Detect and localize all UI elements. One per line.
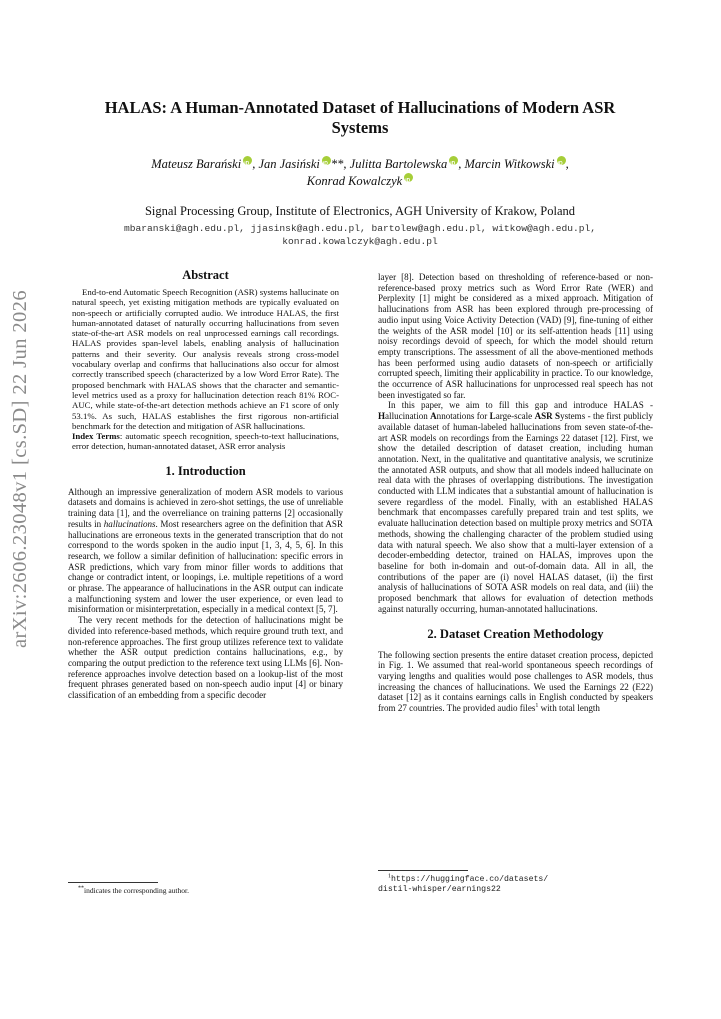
- left-column: [68, 268, 343, 701]
- orcid-icon[interactable]: [404, 173, 413, 182]
- index-terms-label: Index Terms: [72, 431, 120, 442]
- email-line: mbaranski@agh.edu.pl, jjasinsk@agh.edu.pl, bartolew@agh.edu.pl, witkow@agh.edu.pl,: [123, 223, 597, 234]
- footnote-marker[interactable]: 1: [535, 703, 539, 709]
- orcid-icon[interactable]: [557, 156, 566, 165]
- section2-paragraph-1: [378, 650, 653, 714]
- intro-paragraph-4: [378, 400, 653, 614]
- footnote-text: [378, 874, 653, 885]
- paper-title: HALAS: A Human-Annotated Dataset of Hallucinations of Modern ASR Systems: [104, 98, 616, 137]
- section-heading-introduction: 1. Introduction: [165, 463, 246, 478]
- email-line: konrad.kowalczyk@agh.edu.pl: [282, 236, 438, 247]
- corresponding-author-mark: **: [330, 157, 344, 171]
- text-run: . Most researchers agree on the definition that ASR hallucinations are erroneous texts in the generated transcription that do not correspond to the words spoken in the audio input [1, 3, 4, 5, 6]. In this research, we follow a similar definition of hallucination: specific errors in ASR predictions, which vary from minor filler words to additions that change or contradict intent, or loopings, i.e. multiple repetitions of a word or phrase. The appearance of hallucinations in the ASR output can indicate a malfunctioning system and lower the user experience, or even lead to misinformation or misinterpretation, especially in a medical context [5, 7].: [68, 518, 343, 615]
- text-run: The following section presents the entire dataset creation process, depicted in Fig. 1. We assumed that real-world spontaneous speech recordings of varying lengths and qualities would pose challenges to ASR models, thus increasing the chances of hallucinations. We used the Earnings 22 (E22) dataset [12] as it contains earnings calls in English conducted by speakers from 27 countries. The provided audio files: [378, 649, 653, 714]
- footnote-corresponding-author: [68, 882, 343, 895]
- footnote-rule: [68, 882, 158, 883]
- footnote-mark: **: [78, 885, 84, 892]
- text-run: allucination: [385, 411, 431, 422]
- intro-paragraph-1: [68, 487, 343, 615]
- author-name: Julitta Bartolewska: [349, 157, 448, 171]
- author-name: Mateusz Barański: [151, 157, 242, 171]
- arxiv-identifier-stamp: arXiv:2606.23048v1 [cs.SD] 22 Jun 2026: [9, 290, 31, 648]
- acronym-letter: H: [378, 411, 386, 422]
- acronym-letter: ASR S: [534, 411, 561, 422]
- text-run: with total length: [538, 703, 600, 714]
- text-run: In this paper, we aim to fill this gap and introduce HALAS -: [388, 400, 653, 411]
- footnote-link[interactable]: https://huggingface.co/datasets/: [391, 875, 549, 884]
- footnote-dataset-url: [378, 870, 653, 895]
- footnote-body: indicates the corresponding author.: [84, 886, 189, 895]
- orcid-icon[interactable]: [449, 156, 458, 165]
- author-list: Mateusz BarańskiiD , Jan JasińskiiD **, Julitta BartolewskaiD , Marcin WitkowskiiD , Konrad KowalczykiD: [95, 156, 625, 190]
- orcid-icon[interactable]: [243, 156, 252, 165]
- author-name: Jan Jasiński: [258, 157, 320, 171]
- author-name: Marcin Witkowski: [464, 157, 555, 171]
- intro-paragraph-2: The very recent methods for the detection of hallucinations might be divided into reference-based methods, which require ground truth text, and non-reference approaches. The first group utilizes reference text to validate whether the ASR output prediction contains hallucinations, e.g., by comparing the output prediction to the reference text using LLMs [6]. Non-reference approaches involve detection based on a lookup-list of the most frequent phrases generated based on non-speech audio input [4] or binary classification of an embedding from a specific decoder: [68, 615, 343, 701]
- footnote-rule: [378, 870, 468, 871]
- section-heading-dataset-creation: 2. Dataset Creation Methodology: [427, 626, 604, 641]
- acronym-letter: L: [489, 411, 496, 422]
- text-run: ystems - the first publicly available dataset of human-labeled hallucinations from seven state-of-the-art ASR models on recordings from the Earnings 22 dataset [12]. First, we show the detailed description of dataset creation, including human annotation. Next, in the qualitative and quantitative analysis, we scrutinize the annotated ASR outputs, and show that all models indeed hallucinate on real data with the phrases of overlapping distributions. The investigation conducted with LLM indicates that a substantial amount of hallucination is severe regardless of the model. Finally, with an established HALAS benchmark that encompasses carefully prepared train and test splits, we evaluate hallucination detection based on multiple proxy metrics and SOTA methods, showing the challenging character of the problem studied using data with natural speech. We also show that a multi-layer extension of a decoder-embedding detector, trained on HALAS, improves upon the baseline for both in-domain and out-of-domain data. All in all, the contributions of the paper are (i) novel HALAS dataset, (ii) the first analysis of hallucinations of SOTA ASR models on real data, and (iii) the proposed benchmark that allows for evaluation of detection methods against naturally occurring, human-annotated hallucinations.: [378, 411, 653, 614]
- footnote-mark: 1: [388, 873, 391, 880]
- intro-paragraph-3: layer [8]. Detection based on thresholding of reference-based or non-reference-based proxy metrics such as Word Error Rate (WER) and Perplexity [1] might be considered as a mixed approach. Mitigation of hallucinations from ASR has been explored through pre-processing of audio input using Voice Activity Detection (VAD) [9], fine-tuning of either the weights of the ASR model [10] or its self-attention heads [11] using noisy recordings devoid of speech, for which the model should return empty transcriptions. The assessment of all the above-mentioned methods has been performed using audio datasets of non-speech or artificially corrupted speech, limiting their applicability in practice. To our knowledge, the occurrence of ASR hallucinations for unprocessed real speech has not been investigated so far.: [378, 272, 653, 400]
- index-terms-text: : automatic speech recognition, speech-to-text hallucinations, error detection, human-annotated dataset, ASR error analysis: [72, 431, 339, 452]
- author-name: Konrad Kowalczyk: [306, 174, 403, 188]
- text-run: arge-scale: [495, 411, 535, 422]
- text-run: nnotations for: [436, 411, 490, 422]
- abstract-section: [68, 268, 343, 452]
- footnote-text: [68, 886, 343, 895]
- footnote-link-continued[interactable]: distil-whisper/earnings22: [378, 885, 501, 894]
- text-run: Although an impressive generalization of modern ASR models to various datasets and domains is achieved in zero-shot settings, the use of unreliable training data [1], and the overreliance on training patterns [2] occasionally results in: [68, 486, 343, 529]
- right-column: [378, 272, 653, 714]
- abstract-heading: Abstract: [182, 268, 229, 282]
- acronym-letter: A: [430, 411, 437, 422]
- affiliation: Signal Processing Group, Institute of Electronics, AGH University of Krakow, Poland: [144, 204, 576, 218]
- index-terms: [68, 431, 343, 452]
- orcid-icon[interactable]: [322, 156, 331, 165]
- author-emails: [80, 222, 640, 248]
- emphasis-text: hallucinations: [103, 518, 156, 529]
- abstract-body: End-to-end Automatic Speech Recognition (ASR) systems hallucinate on natural speech, yet existing mitigation methods are typically evaluated on non-speech or artificially corrupted audio. We introduce HALAS, the first human-annotated dataset of naturally occurring hallucinations from seven state-of-the-art ASR models on real unprocessed earnings call recordings. HALAS provides span-level labels, enabling analysis of hallucination patterns and their severity. Our analysis reveals strong cross-model vocabulary overlap and confirms that hallucinations also occur for almost correctly transcribed speech (characterized by a low Word Error Rate). The proposed benchmark with HALAS shows that the character and semantic-level metrics used as a proxy for hallucination detection reach 81% ROC-AUC, while state-of-the-art detection methods achieve an F1 score of only 53.1%. As such, HALAS establishes the first rigorous non-artificial benchmark for the detection and mitigation of ASR hallucinations.: [72, 287, 339, 431]
